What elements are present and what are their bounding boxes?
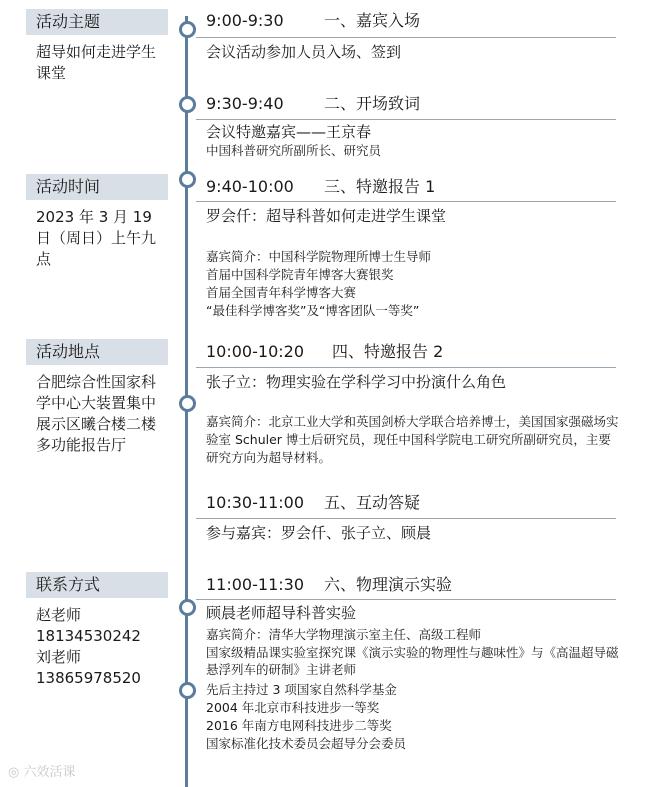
contact-name-2: 刘老师 (36, 648, 82, 666)
divider (196, 599, 616, 600)
agenda-detail: 会议活动参加人员入场、签到 (206, 43, 402, 61)
timeline-dot (179, 395, 196, 412)
agenda-bio: 嘉宾简介：北京工业大学和英国剑桥大学联合培养博士，美国国家强磁场实验室 Schuler 博士后研究员，现任中国科学院电工研究所副研究员，主要研究方向为超导材料。 (206, 414, 619, 465)
contact-list (36, 605, 164, 689)
agenda-bio: 首届全国青年科学博客大赛 (206, 285, 357, 300)
agenda-bio: 国家标准化技术委员会超导分会委员 (206, 736, 407, 751)
agenda-detail: 中国科普研究所副所长、研究员 (206, 143, 382, 158)
agenda-bio: “最佳科学博客奖”及“博客团队一等奖” (206, 303, 420, 318)
agenda-title: 六、物理演示实验 (324, 575, 453, 594)
agenda-detail: 参与嘉宾：罗会仟、张子立、顾晨 (206, 524, 432, 542)
agenda-time: 10:00-10:20 (206, 342, 304, 361)
section-header-place: 活动地点 (26, 339, 168, 365)
timeline-dot (179, 96, 196, 113)
watermark-logo-icon: ◎ (8, 765, 20, 780)
place-text: 合肥综合性国家科学中心大装置集中展示区曦合楼二楼多功能报告厅 (36, 373, 157, 454)
section-header-time: 活动时间 (26, 174, 168, 200)
timeline-dot (179, 599, 196, 616)
contact-phone-1: 18134530242 (36, 627, 141, 645)
agenda-item-6-header (206, 574, 453, 596)
agenda-title: 四、特邀报告 2 (332, 342, 444, 361)
agenda-time: 9:30-9:40 (206, 94, 284, 113)
agenda-bio: 2004 年北京市科技进步一等奖 (206, 700, 380, 715)
watermark-text: 六效活课 (23, 765, 76, 780)
section-header-theme: 活动主题 (26, 9, 168, 35)
agenda-title: 一、嘉宾入场 (324, 11, 421, 30)
agenda-title: 三、特邀报告 1 (324, 177, 436, 196)
agenda-time: 9:00-9:30 (206, 11, 284, 30)
agenda-bio: 2016 年南方电网科技进步二等奖 (206, 718, 392, 733)
agenda-title: 五、互动答疑 (324, 493, 421, 512)
divider (196, 518, 616, 519)
timeline-dot (179, 682, 196, 699)
time-text: 2023 年 3 月 19 日（周日）上午九点 (36, 208, 157, 268)
timeline-dot (179, 21, 196, 38)
agenda-item-5-header (206, 492, 421, 514)
section-header-contact: 联系方式 (26, 572, 168, 598)
divider (196, 37, 616, 38)
agenda-speaker: 顾晨老师超导科普实验 (206, 604, 357, 622)
watermark (8, 761, 76, 780)
divider (196, 367, 616, 368)
agenda-time: 10:30-11:00 (206, 493, 304, 512)
theme-text: 超导如何走进学生课堂 (36, 43, 157, 82)
timeline-dot (179, 171, 196, 188)
agenda-bio: 国家级精品课实验室探究课《演示实验的物理性与趣味性》与《高温超导磁悬浮列车的研制》主讲老师 (206, 645, 619, 677)
agenda-item-2-header (206, 93, 421, 115)
divider (196, 201, 616, 202)
agenda-bio: 首届中国科学院青年博客大赛银奖 (206, 267, 394, 282)
divider (196, 119, 616, 120)
agenda-title: 二、开场致词 (324, 94, 421, 113)
agenda-item-3-header (206, 176, 436, 198)
agenda-item-1-header (206, 10, 421, 32)
contact-name-1: 赵老师 (36, 606, 82, 624)
agenda-time: 11:00-11:30 (206, 575, 304, 594)
contact-phone-2: 13865978520 (36, 669, 141, 687)
agenda-time: 9:40-10:00 (206, 177, 294, 196)
agenda-bio: 嘉宾简介：中国科学院物理所博士生导师 (206, 249, 432, 264)
agenda-bio: 嘉宾简介：清华大学物理演示室主任、高级工程师 (206, 627, 482, 642)
agenda-detail: 会议特邀嘉宾——王京春 (206, 123, 372, 141)
agenda-speaker: 张子立：物理实验在学科学习中扮演什么角色 (206, 373, 507, 391)
agenda-item-4-header (206, 341, 444, 363)
agenda-bio: 先后主持过 3 项国家自然科学基金 (206, 682, 397, 697)
agenda-speaker: 罗会仟：超导科普如何走进学生课堂 (206, 207, 447, 225)
